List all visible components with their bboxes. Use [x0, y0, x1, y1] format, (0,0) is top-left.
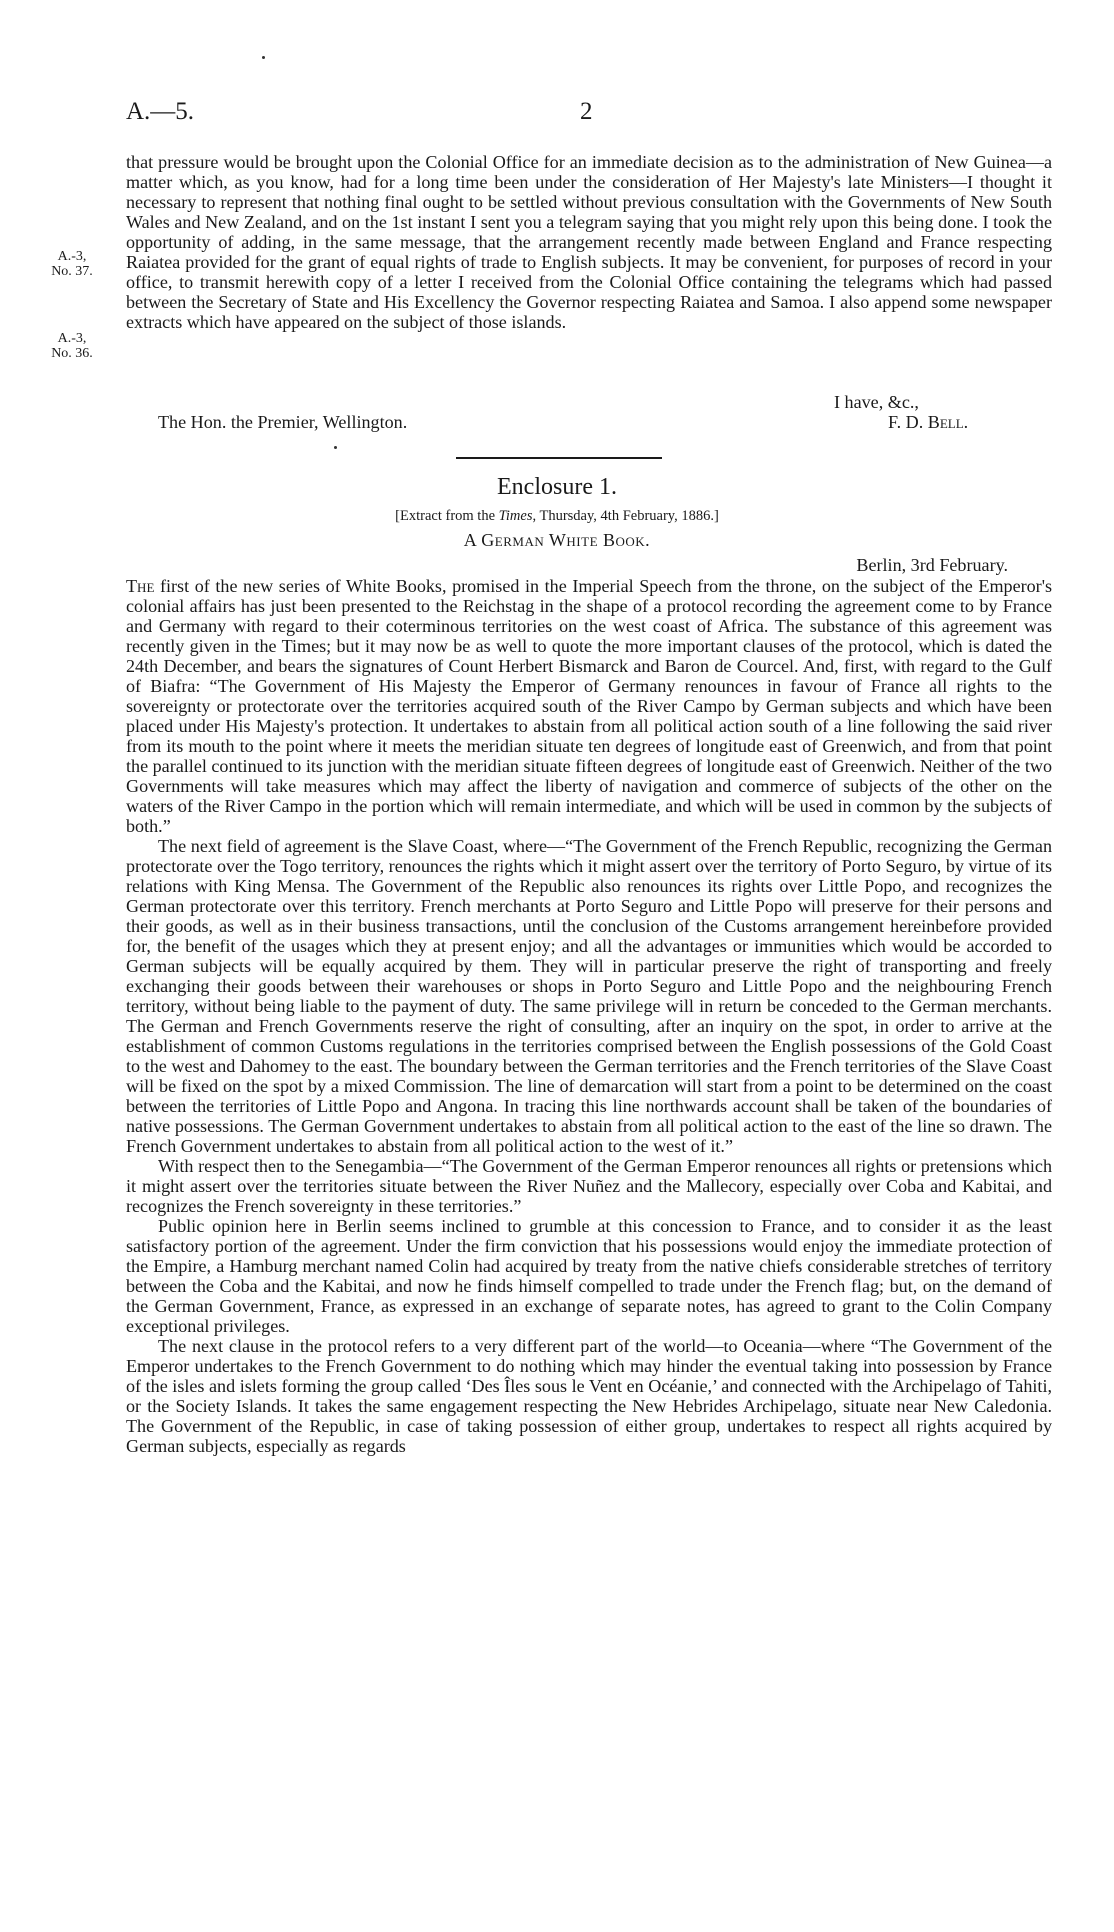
source-paper: Times — [498, 508, 533, 524]
speck-mark — [262, 56, 265, 59]
enclosure-paragraph-2: The next field of agreement is the Slave Coast, where—“The Government of the French Republic, recognizing the German protectorate over the Togo territory, renounces the rights which it might assert over the territory of Porto Seguro, by virtue of its relations with King Mensa. The Government of the Republic also renounces its rights over Little Popo, and recognizes the German protectorate over this territory. French merchants at Porto Seguro and Little Popo will preserve for their persons and their goods, as well as in their business transactions, until the conclusion of the Customs arrangement hereinbefore provided for, the benefit of the usages which they at present enjoy; and all the advantages or immunities which would be accorded to German subjects will be equally acquired by them. They will in particular preserve the right of transporting and freely exchanging their goods between their warehouses or shops in Porto Seguro and Little Popo and the neighbouring French territory, without being liable to the payment of duty. The same privilege will in return be conceded to the German merchants. The German and French Governments reserve the right of consulting, after an inquiry on the spot, in order to arrive at the establishment of common Customs regulations in the territories comprised between the English possessions of the Gold Coast to the west and Dahomey to the east. The boundary between the German territories and the French territories of the Slave Coast will be fixed on the spot by a mixed Commission. The line of demarcation will start from a point to be determined on the coast between the territories of Little Popo and Angona. In tracing this line northwards account shall be taken of the boundaries of native possessions. The German Government undertakes to abstain from all political action to the east of the line so drawn. The French Government undertakes to abstain from all political action to the west of it.” — [126, 836, 1052, 1156]
enclosure-heading: A German White Book. — [463, 530, 651, 550]
letter-body — [126, 152, 1052, 332]
letter-closing: I have, &c., — [834, 392, 919, 412]
section-divider — [456, 457, 662, 459]
letter-addressee: The Hon. the Premier, Wellington. — [158, 412, 408, 432]
speck-mark — [334, 446, 337, 449]
enclosure-paragraph-1 — [126, 576, 1052, 836]
enclosure-body — [126, 576, 1052, 1456]
enclosure-paragraph-5: The next clause in the protocol refers to a very different part of the world—to Oceania—where “The Government of the Emperor undertakes to the French Government to do nothing which may hinder the eventual taking into possession by France of the isles and islets forming the group called ‘Des Îles sous le Vent en Océanie,’ and connected with the Archipelago of Tahiti, or the Society Islands. It takes the same engagement respecting the New Hebrides Archipelago, situate near New Caledonia. The Government of the Republic, in case of taking possession of either group, undertakes to respect all rights acquired by German subjects, especially as regards — [126, 1336, 1052, 1456]
page-number: 2 — [580, 98, 593, 125]
first-word: The — [126, 576, 155, 596]
enclosure-source — [0, 508, 1114, 525]
margin-note-2: A.-3, No. 36. — [51, 331, 93, 361]
paragraph-text: first of the new series of White Books, promised in the Imperial Speech from the throne, on the subject of the Emperor's colonial affairs has just been presented to the Reichstag in the shape of a protocol recording the agreement come to by France and Germany with regard to their coterminous territories on the west coast of Africa. The substance of this agreement was recently given in the Times; but it may now be as well to quote the more important clauses of the protocol, which is dated the 24th December, and bears the signatures of Count Herbert Bismarck and Baron de Courcel. And, first, with regard to the Gulf of Biafra: “The Government of His Majesty the Emperor of Germany renounces in favour of France all rights to the sovereignty or protectorate over the territories acquired south of the River Campo by German subjects and which have been placed under His Majesty's protection. It undertakes to abstain from all political action south of a line following the said river from its mouth to the point where it meets the meridian situate ten degrees of longitude east of Greenwich, and from that point the parallel continued to its junction with the meridian situate fifteen degrees of longitude east of Greenwich. Neither of the two Governments will take measures which may affect the liberty of navigation and commerce of subjects of the other on the waters of the River Campo in the portion which will remain intermediate, and which will be used in common by the subjects of both.” — [126, 576, 1053, 836]
letter-signature — [888, 412, 968, 432]
enclosure-paragraph-3: With respect then to the Senegambia—“The Government of the German Emperor renounces all rights or pretensions which it might assert over the territories situate between the River Nuñez and the Mallecory, especially over Coba and Kabitai, and recognizes the French sovereignty in these territories.” — [126, 1156, 1052, 1216]
source-prefix: [Extract from the — [395, 508, 499, 524]
signature-initials: F. D. — [888, 412, 928, 432]
signature-surname: Bell. — [927, 412, 969, 432]
document-reference: A.—5. — [126, 98, 195, 125]
letter-paragraph: that pressure would be brought upon the Colonial Office for an immediate decision as to the administration of New Guinea—a matter which, as you know, had for a long time been under the consideration of Her Majesty's late Ministers—I thought it necessary to represent that nothing final ought to be settled without previous consultation with the Governments of New South Wales and New Zealand, and on the 1st instant I sent you a telegram saying that you might rely upon this being done. I took the opportunity of adding, in the same message, that the arrangement recently made between England and France respecting Raiatea provided for the grant of equal rights of trade to English subjects. It may be convenient, for purposes of record in your office, to transmit herewith copy of a letter I received from the Colonial Office containing the telegrams which had passed between the Secretary of State and His Excellency the Governor respecting Raiatea and Samoa. I also append some newspaper extracts which have appeared on the subject of those islands. — [126, 152, 1052, 332]
margin-note-1: A.-3, No. 37. — [51, 249, 93, 279]
dateline: Berlin, 3rd February. — [856, 555, 1008, 575]
source-suffix: , Thursday, 4th February, 1886.] — [532, 508, 719, 524]
enclosure-paragraph-4: Public opinion here in Berlin seems inclined to grumble at this concession to France, and to consider it as the least satisfactory portion of the agreement. Under the firm conviction that his possessions would enjoy the immediate protection of the Empire, a Hamburg merchant named Colin had acquired by treaty from the native chiefs considerable stretches of territory between the Coba and the Kabitai, and now he finds himself compelled to trade under the French flag; but, on the demand of the German Government, France, as expressed in an exchange of separate notes, has agreed to grant to the Colin Company exceptional privileges. — [126, 1216, 1052, 1336]
page-header — [126, 98, 1052, 128]
enclosure-title: Enclosure 1. — [497, 474, 617, 500]
